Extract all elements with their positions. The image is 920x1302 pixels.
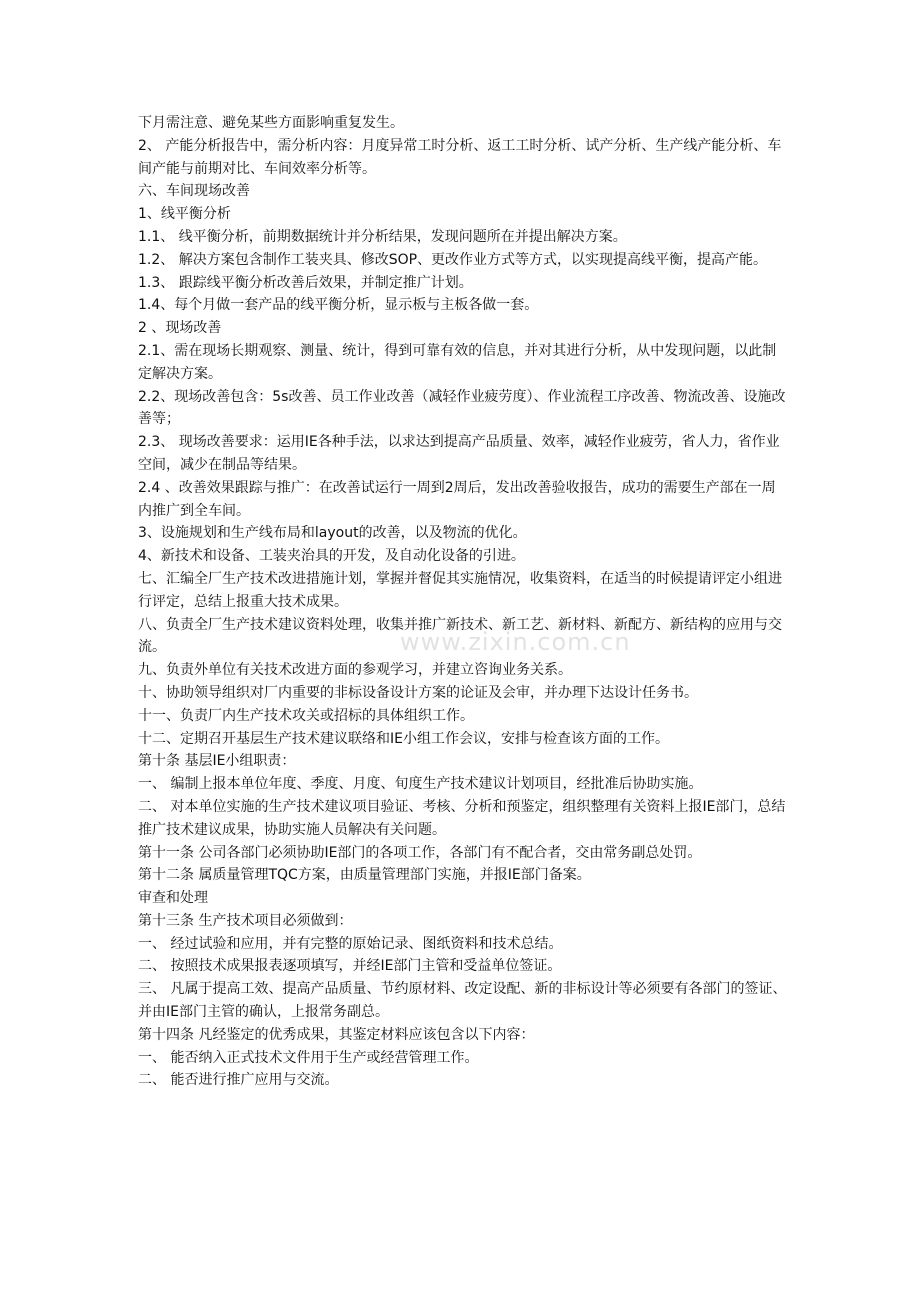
- article-paragraph: 第十二条 属质量管理TQC方案，由质量管理部门实施，并报IE部门备案。: [138, 867, 591, 884]
- paragraph: 1.2、 解决方案包含制作工装夹具、修改SOP、更改作业方式等方式，以实现提高线平衡，提高产能。: [138, 251, 768, 268]
- subsection-heading: 2 、现场改善: [138, 320, 222, 337]
- paragraph: 二、 能否进行推广应用与交流。: [138, 1072, 339, 1089]
- paragraph: 一、 能否纳入正式技术文件用于生产或经营管理工作。: [138, 1049, 479, 1066]
- paragraph: 十二、定期召开基层生产技术建议联络和IE小组工作会议，安排与检查该方面的工作。: [138, 730, 669, 747]
- paragraph: 2.3、 现场改善要求：运用IE各种手法，以求达到提高产品质量、效率，减轻作业疲劳，省人力，省作业空间，减少在制品等结果。: [138, 434, 780, 473]
- paragraph: 3、设施规划和生产线布局和layout的改善，以及物流的优化。: [138, 525, 527, 542]
- paragraph: 2、 产能分析报告中，需分析内容：月度异常工时分析、返工工时分析、试产分析、生产线产能分析、车间产能与前期对比、车间效率分析等。: [138, 137, 782, 177]
- subsection-heading: 1、线平衡分析: [138, 206, 231, 223]
- paragraph: 一、 经过试验和应用，并有完整的原始记录、图纸资料和技术总结。: [138, 935, 563, 952]
- paragraph: 1.1、 线平衡分析，前期数据统计并分析结果，发现问题所在并提出解决方案。: [138, 228, 627, 245]
- paragraph: 十一、负责厂内生产技术攻关或招标的具体组织工作。: [138, 707, 474, 724]
- article-heading: 第十条 基层IE小组职责：: [138, 753, 296, 770]
- article-heading: 第十四条 凡经鉴定的优秀成果，其鉴定材料应该包含以下内容：: [138, 1026, 535, 1043]
- section-heading: 审查和处理: [138, 890, 208, 907]
- paragraph: 4、新技术和设备、工装夹治具的开发，及自动化设备的引进。: [138, 548, 525, 565]
- paragraph: 七、汇编全厂生产技术改进措施计划，掌握并督促其实施情况，收集资料，在适当的时候提请评定小组进行评定，总结上报重大技术成果。: [138, 570, 782, 610]
- section-heading: 六、车间现场改善: [138, 183, 250, 200]
- article-heading: 第十三条 生产技术项目必须做到：: [138, 912, 353, 929]
- article-paragraph: 第十一条 公司各部门必须协助IE部门的各项工作，各部门有不配合者，交由常务副总处罚。: [138, 844, 702, 861]
- paragraph: 2.2、现场改善包含：5s改善、员工作业改善（减轻作业疲劳度）、作业流程工序改善、物流改善、设施改善等；: [138, 388, 786, 428]
- paragraph: 九、负责外单位有关技术改进方面的参观学习，并建立咨询业务关系。: [138, 662, 572, 679]
- paragraph: 2.1、需在现场长期观察、测量、统计，得到可靠有效的信息，并对其进行分析，从中发现问题，以此制定解决方案。: [138, 342, 777, 382]
- paragraph: 1.4、每个月做一套产品的线平衡分析，显示板与主板各做一套。: [138, 297, 539, 314]
- paragraph: 二、 对本单位实施的生产技术建议项目验证、考核、分析和预鉴定，组织整理有关资料上报IE部门，总结推广技术建议成果，协助实施人员解决有关问题。: [138, 798, 786, 838]
- paragraph: 十、协助领导组织对厂内重要的非标设备设计方案的论证及会审，并办理下达设计任务书。: [138, 684, 698, 701]
- paragraph: 八、负责全厂生产技术建议资料处理，收集并推广新技术、新工艺、新材料、新配方、新结构的应用与交流。: [138, 616, 782, 656]
- document-body: [138, 112, 788, 1092]
- paragraph: 2.4 、改善效果跟踪与推广：在改善试运行一周到2周后，发出改善验收报告，成功的需要生产部在一周内推广到全车间。: [138, 479, 776, 519]
- paragraph: 一、 编制上报本单位年度、季度、月度、旬度生产技术建议计划项目，经批准后协助实施。: [138, 776, 703, 793]
- paragraph: 二、 按照技术成果报表逐项填写，并经IE部门主管和受益单位签证。: [138, 958, 562, 975]
- paragraph: 下月需注意、避免某些方面影响重复发生。: [138, 115, 404, 131]
- paragraph: 1.3、 跟踪线平衡分析改善后效果，并制定推广计划。: [138, 274, 473, 291]
- watermark: www.zixin.com.cn: [400, 628, 631, 656]
- paragraph: 三、 凡属于提高工效、提高产品质量、节约原材料、改定设配、新的非标设计等必须要有各部门的签证、并由IE部门主管的确认，上报常务副总。: [138, 981, 787, 1021]
